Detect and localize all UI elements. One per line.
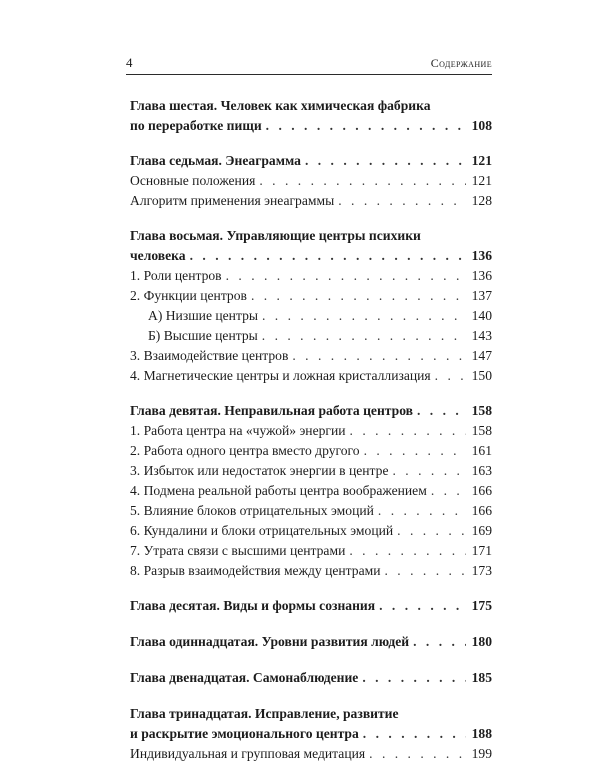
table-of-contents: [130, 96, 492, 779]
dot-leader: [349, 541, 466, 561]
entry-page: 199: [471, 746, 492, 761]
toc-chapter-6: [130, 96, 492, 136]
toc-entry[interactable]: [130, 266, 492, 286]
entry-page: 161: [471, 443, 492, 458]
dot-leader: [350, 421, 466, 441]
entry-page: 136: [471, 268, 492, 283]
entry-text: Глава седьмая. Энеаграмма: [130, 153, 301, 168]
entry-page: 173: [471, 563, 492, 578]
entry-text: 2. Работа одного центра вместо другого: [130, 443, 360, 458]
toc-chapter-9: [130, 401, 492, 581]
entry-text: 3. Избыток или недостаток энергии в центре: [130, 463, 389, 478]
entry-text: А) Низшие центры: [148, 308, 258, 323]
toc-entry[interactable]: [130, 326, 492, 346]
dot-leader: [292, 346, 466, 366]
entry-page: 185: [471, 670, 492, 685]
dot-leader: [417, 401, 466, 421]
entry-page: 180: [471, 634, 492, 649]
chapter-title-line: Глава восьмая. Управляющие центры психики: [130, 228, 421, 243]
dot-leader: [259, 171, 466, 191]
entry-page: 128: [471, 193, 492, 208]
dot-leader: [431, 481, 466, 501]
toc-entry[interactable]: [130, 596, 492, 616]
toc-chapter-8: [130, 226, 492, 386]
dot-leader: [251, 286, 466, 306]
entry-page: 158: [471, 403, 492, 418]
entry-text: 6. Кундалини и блоки отрицательных эмоций: [130, 523, 394, 538]
toc-entry[interactable]: [130, 366, 492, 386]
chapter-title-line: Глава тринадцатая. Исправление, развитие: [130, 706, 399, 721]
entry-page: 171: [471, 543, 492, 558]
dot-leader: [226, 266, 466, 286]
dot-leader: [362, 668, 466, 688]
toc-entry[interactable]: [130, 151, 492, 171]
entry-text: Глава десятая. Виды и формы сознания: [130, 598, 376, 613]
dot-leader: [397, 521, 466, 541]
running-head: [126, 54, 492, 72]
entry-text: 5. Влияние блоков отрицательных эмоций: [130, 503, 374, 518]
section-title: Содержание: [430, 56, 492, 70]
toc-chapter-12: [130, 668, 492, 688]
toc-entry[interactable]: [130, 632, 492, 652]
toc-entry[interactable]: [130, 246, 492, 266]
toc-entry[interactable]: [130, 401, 492, 421]
dot-leader: [393, 461, 467, 481]
entry-page: 163: [471, 463, 492, 478]
entry-text: Индивидуальная и групповая медитация: [130, 746, 366, 761]
toc-chapter-13: [130, 704, 492, 764]
toc-chapter-10: [130, 596, 492, 616]
entry-page: 169: [471, 523, 492, 538]
entry-text: Глава девятая. Неправильная работа центров: [130, 403, 413, 418]
toc-entry[interactable]: [130, 191, 492, 211]
entry-text: 7. Утрата связи с высшими центрами: [130, 543, 346, 558]
entry-text: 4. Магнетические центры и ложная кристаллизация: [130, 368, 431, 383]
toc-entry[interactable]: [130, 501, 492, 521]
entry-text: Глава одиннадцатая. Уровни развития людей: [130, 634, 410, 649]
entry-page: 140: [471, 308, 492, 323]
entry-text: Основные положения: [130, 173, 256, 188]
toc-entry[interactable]: [130, 668, 492, 688]
entry-page: 188: [471, 726, 492, 741]
entry-text: 3. Взаимодействие центров: [130, 348, 289, 363]
entry-page: 136: [471, 248, 492, 263]
toc-entry[interactable]: [130, 541, 492, 561]
entry-page: 137: [471, 288, 492, 303]
toc-entry[interactable]: [130, 521, 492, 541]
entry-page: 143: [471, 328, 492, 343]
dot-leader: [363, 724, 466, 744]
dot-leader: [266, 116, 466, 136]
entry-text: 8. Разрыв взаимодействия между центрами: [130, 563, 381, 578]
page-number: 4: [126, 55, 133, 70]
dot-leader: [338, 191, 466, 211]
dot-leader: [378, 501, 466, 521]
toc-entry[interactable]: [130, 306, 492, 326]
dot-leader: [385, 561, 467, 581]
entry-text: 2. Функции центров: [130, 288, 247, 303]
entry-page: 166: [471, 483, 492, 498]
toc-chapter-7: [130, 151, 492, 211]
dot-leader: [369, 744, 466, 764]
entry-page: 166: [471, 503, 492, 518]
entry-text: по переработке пищи: [130, 118, 262, 133]
dot-leader: [190, 246, 466, 266]
dot-leader: [262, 306, 466, 326]
dot-leader: [435, 366, 466, 386]
entry-text: Алгоритм применения энеаграммы: [130, 193, 335, 208]
toc-entry[interactable]: [130, 724, 492, 744]
toc-entry[interactable]: [130, 346, 492, 366]
toc-entry[interactable]: [130, 441, 492, 461]
dot-leader: [413, 632, 466, 652]
entry-page: 121: [471, 153, 492, 168]
entry-text: Б) Высшие центры: [148, 328, 258, 343]
entry-text: 1. Работа центра на «чужой» энергии: [130, 423, 346, 438]
entry-page: 108: [471, 118, 492, 133]
toc-entry[interactable]: [130, 561, 492, 581]
chapter-title-line: Глава шестая. Человек как химическая фабрика: [130, 98, 431, 113]
dot-leader: [305, 151, 466, 171]
entry-page: 158: [471, 423, 492, 438]
entry-text: Глава двенадцатая. Самонаблюдение: [130, 670, 359, 685]
toc-entry[interactable]: [130, 461, 492, 481]
toc-entry[interactable]: [130, 171, 492, 191]
dot-leader: [379, 596, 466, 616]
entry-page: 150: [471, 368, 492, 383]
toc-entry[interactable]: [130, 116, 492, 136]
entry-text: человека: [130, 248, 186, 263]
toc-chapter-11: [130, 632, 492, 652]
entry-page: 175: [471, 598, 492, 613]
toc-entry[interactable]: [130, 481, 492, 501]
dot-leader: [364, 441, 466, 461]
entry-page: 147: [471, 348, 492, 363]
header-rule: [126, 74, 492, 75]
toc-entry[interactable]: [130, 421, 492, 441]
toc-entry[interactable]: [130, 744, 492, 764]
entry-text: 1. Роли центров: [130, 268, 222, 283]
entry-page: 121: [471, 173, 492, 188]
toc-entry[interactable]: [130, 286, 492, 306]
dot-leader: [262, 326, 466, 346]
entry-text: и раскрытие эмоционального центра: [130, 726, 359, 741]
entry-text: 4. Подмена реальной работы центра воображением: [130, 483, 427, 498]
